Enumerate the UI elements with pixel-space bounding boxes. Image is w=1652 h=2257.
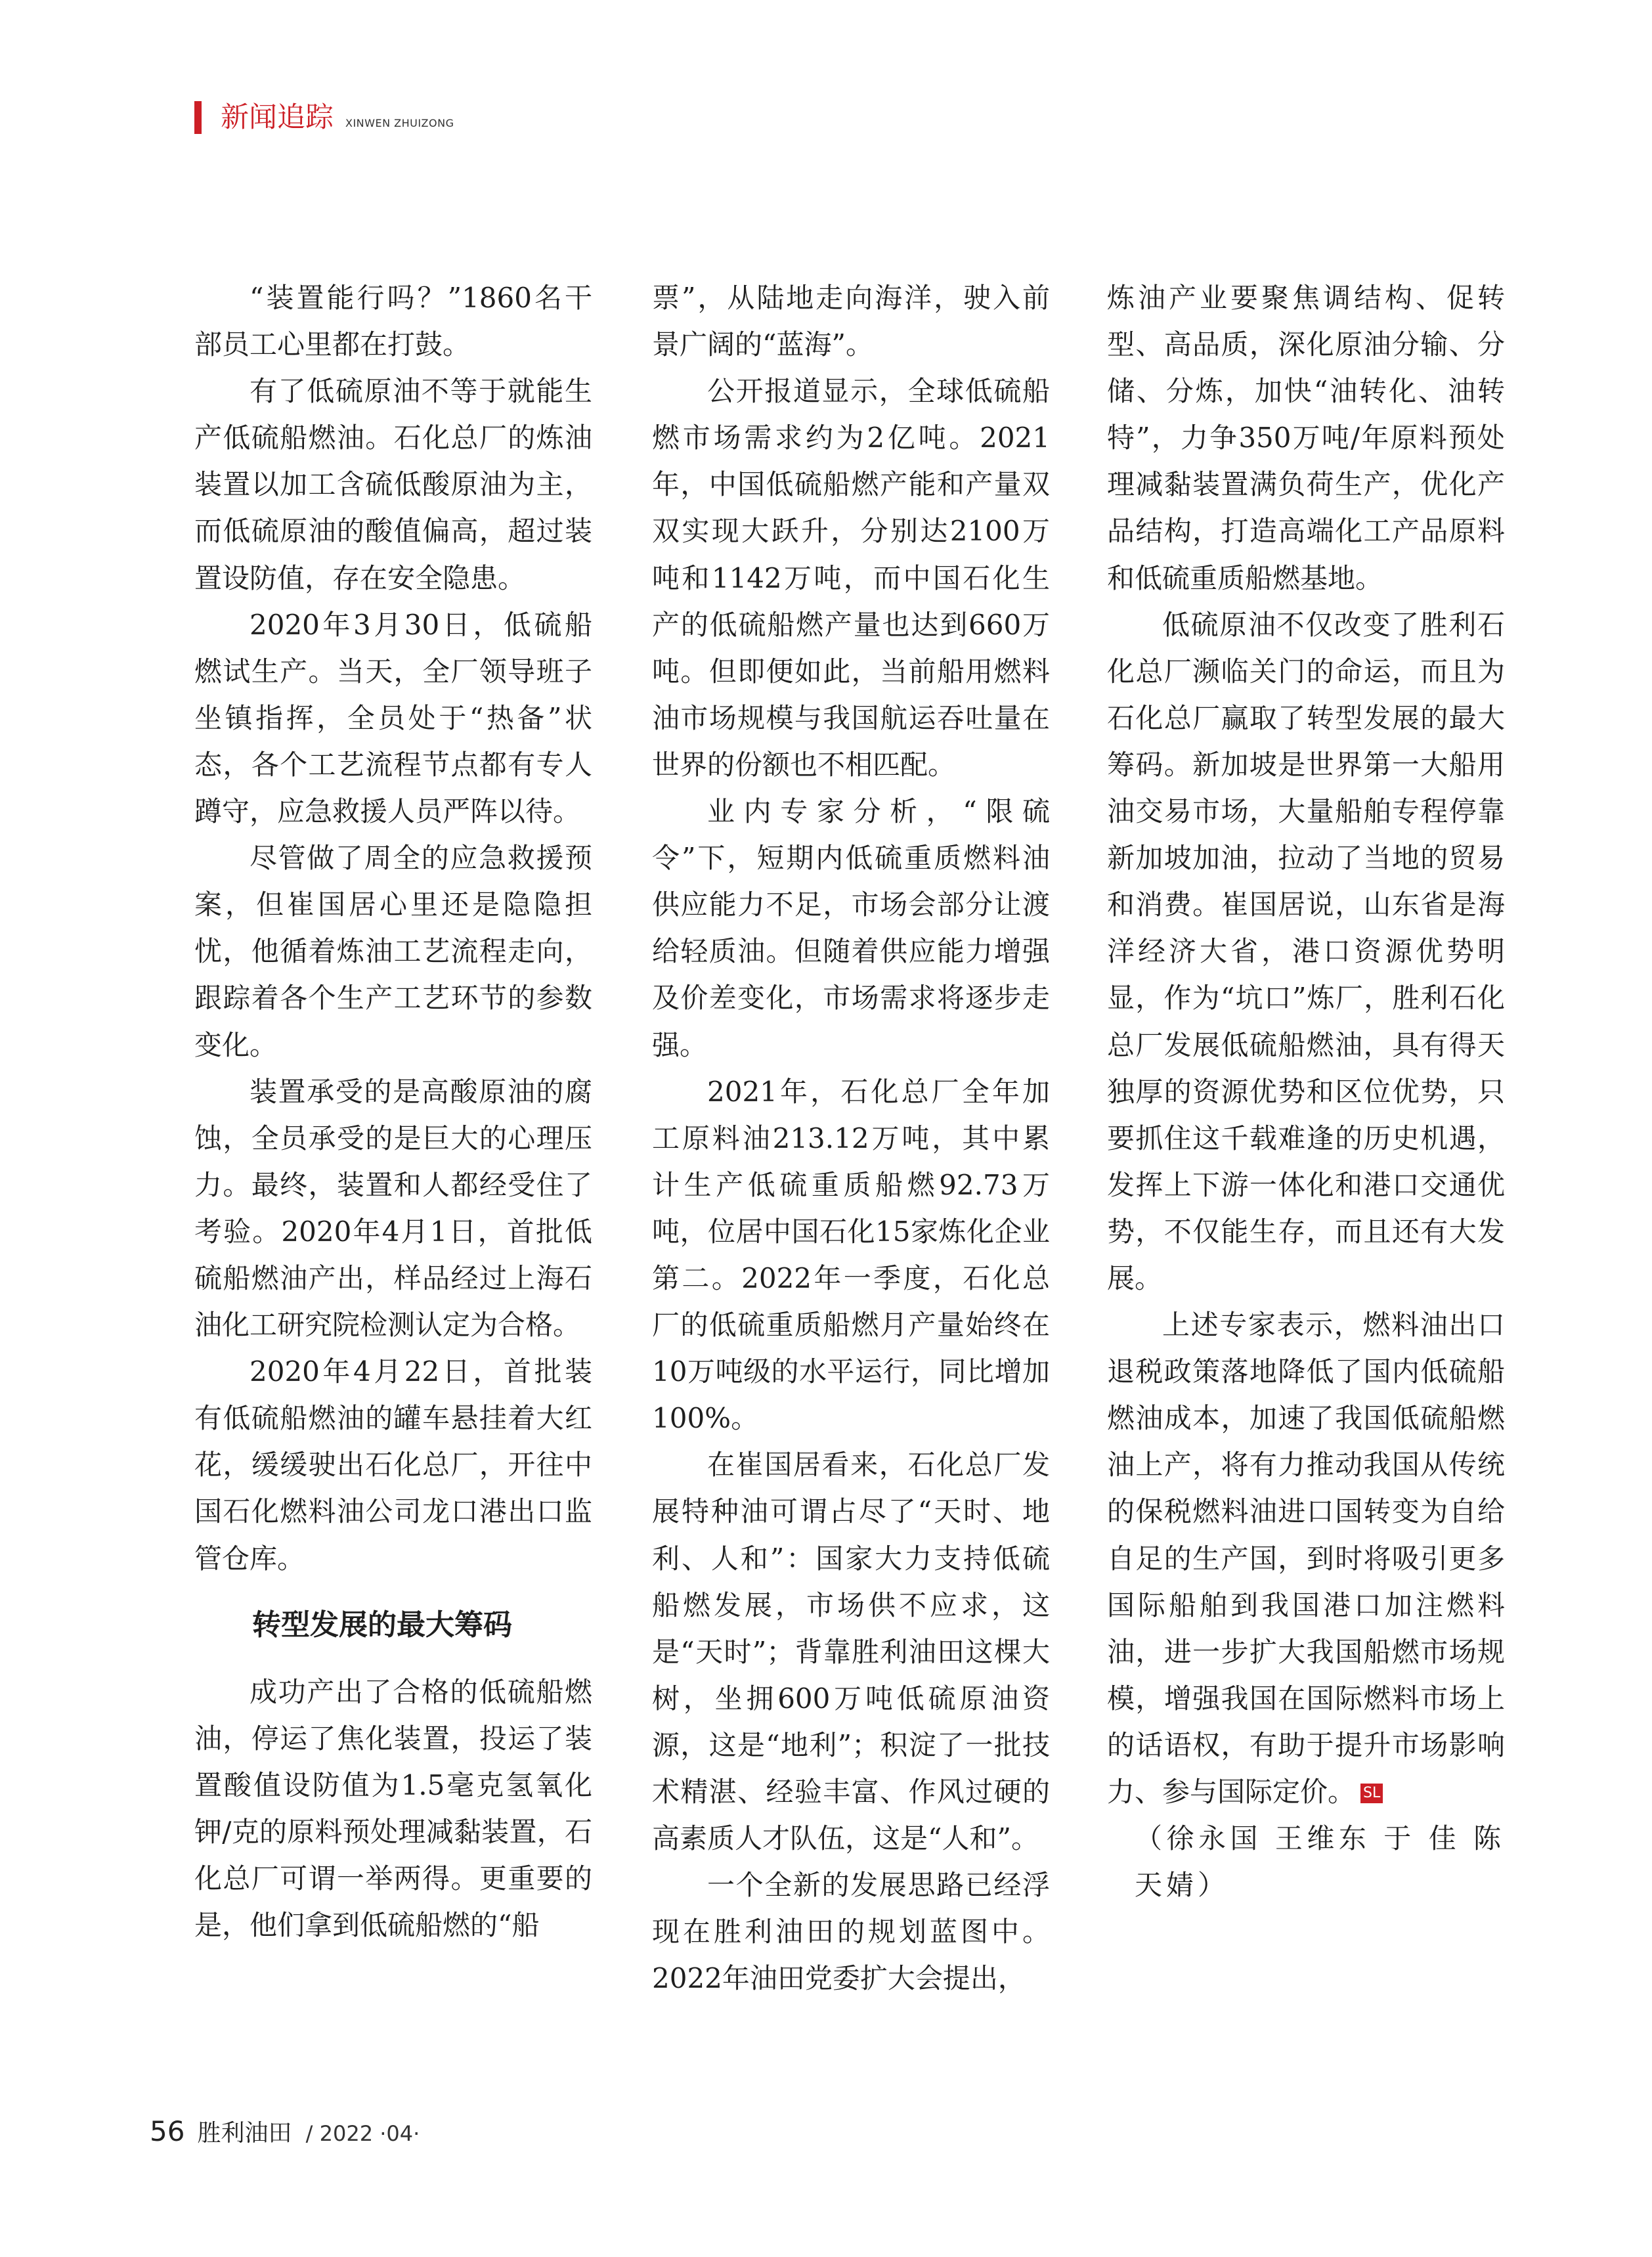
paragraph: 炼油产业要聚焦调结构、促转型、高品质，深化原油分输、分储、分炼，加快“油转化、油转特”，力争350万吨/年原料预处理减黏装置满负荷生产，优化产品结构，打造高端化工产品原料和低硫重质船燃基地。 xyxy=(1107,282,1505,594)
column-1 xyxy=(194,274,592,1948)
paragraph: 票”，从陆地走向海洋，驶入前景广阔的“蓝海”。 xyxy=(652,282,1050,361)
paragraph: 成功产出了合格的低硫船燃油，停运了焦化装置，投运了装置酸值设防值为1.5毫克氢氧化钾/克的原料预处理减黏装置，石化总厂可谓一举两得。更重要的是，他们拿到低硫船燃的“船 xyxy=(194,1675,592,1942)
column-2 xyxy=(652,274,1050,2002)
paragraph: 有了低硫原油不等于就能生产低硫船燃油。石化总厂的炼油装置以加工含硫低酸原油为主，而低硫原油的酸值偏高，超过装置设防值，存在安全隐患。 xyxy=(194,375,592,594)
journal-name: 胜利油田 xyxy=(197,2120,292,2147)
author-credit: （徐永国 王维东 于 佳 陈天婧） xyxy=(1135,1822,1505,1902)
paragraph: 一个全新的发展思路已经浮现在胜利油田的规划蓝图中。2022年油田党委扩大会提出， xyxy=(652,1869,1050,1995)
section-pinyin: XINWEN ZHUIZONG xyxy=(345,117,454,129)
page-footer xyxy=(150,2115,420,2154)
paragraph: 尽管做了周全的应急救援预案，但崔国居心里还是隐隐担忧，他循着炼油工艺流程走向，跟踪着各个生产工艺环节的参数变化。 xyxy=(194,842,592,1061)
paragraph: 低硫原油不仅改变了胜利石化总厂濒临关门的命运，而且为石化总厂赢取了转型发展的最大筹码。新加坡是世界第一大船用油交易市场，大量船舶专程停靠新加坡加油，拉动了当地的贸易和消费。崔国居说，山东省是海洋经济大省，港口资源优势明显，作为“坑口”炼厂，胜利石化总厂发展低硫船燃油，具有得天独厚的资源优势和区位优势，只要抓住这千载难逢的历史机遇，发挥上下游一体化和港口交通优势，不仅能生存，而且还有大发展。 xyxy=(1107,608,1505,1294)
section-title: 新闻追踪 xyxy=(221,101,334,134)
paragraph-final xyxy=(1107,1302,1505,1815)
issue-number: / 2022 ·04· xyxy=(305,2121,420,2146)
subheading: 转型发展的最大筹码 xyxy=(252,1608,512,1642)
section-marker-bar xyxy=(194,101,202,134)
paragraph: 公开报道显示，全球低硫船燃市场需求约为2亿吨。2021年，中国低硫船燃产能和产量双双实现大跃升，分别达2100万吨和1142万吨，而中国石化生产的低硫船燃产量也达到660万吨。但即便如此，当前船用燃料油市场规模与我国航运吞吐量在世界的份额也不相匹配。 xyxy=(652,375,1050,781)
page-number: 56 xyxy=(150,2115,185,2147)
column-3 xyxy=(1107,274,1505,1908)
paragraph: 2020年4月22日，首批装有低硫船燃油的罐车悬挂着大红花，缓缓驶出石化总厂，开往中国石化燃料油公司龙口港出口监管仓库。 xyxy=(194,1355,592,1575)
end-mark-icon: SL xyxy=(1360,1784,1383,1803)
paragraph: “装置能行吗？”1860名干部员工心里都在打鼓。 xyxy=(194,282,592,361)
paragraph: 装置承受的是高酸原油的腐蚀，全员承受的是巨大的心理压力。最终，装置和人都经受住了考验。2020年4月1日，首批低硫船燃油产出，样品经过上海石油化工研究院检测认定为合格。 xyxy=(194,1075,592,1342)
paragraph: 业内专家分析，“限硫令”下，短期内低硫重质燃料油供应能力不足，市场会部分让渡给轻质油。但随着供应能力增强及价差变化，市场需求将逐步走强。 xyxy=(652,795,1050,1061)
paragraph: 在崔国居看来，石化总厂发展特种油可谓占尽了“天时、地利、人和”：国家大力支持低硫船燃发展，市场供不应求，这是“天时”；背靠胜利油田这棵大树，坐拥600万吨低硫原油资源，这是“地利”；积淀了一批技术精湛、经验丰富、作风过硬的高素质人才队伍，这是“人和”。 xyxy=(652,1449,1050,1855)
paragraph-text: 上述专家表示，燃料油出口退税政策落地降低了国内低硫船燃油成本，加速了我国低硫船燃油上产，将有力推动我国从传统的保税燃料油进口国转变为自给自足的生产国，到时将吸引更多国际船舶到我国港口加注燃料油，进一步扩大我国船燃市场规模，增强我国在国际燃料市场上的话语权，有助于提升市场影响力、参与国际定价。 xyxy=(1107,1309,1505,1808)
paragraph: 2020年3月30日，低硫船燃试生产。当天，全厂领导班子坐镇指挥，全员处于“热备”状态，各个工艺流程节点都有专人蹲守，应急救援人员严阵以待。 xyxy=(194,608,592,828)
paragraph: 2021年，石化总厂全年加工原料油213.12万吨，其中累计生产低硫重质船燃92.73万吨，位居中国石化15家炼化企业第二。2022年一季度，石化总厂的低硫重质船燃月产量始终在10万吨级的水平运行，同比增加100%。 xyxy=(652,1075,1050,1435)
